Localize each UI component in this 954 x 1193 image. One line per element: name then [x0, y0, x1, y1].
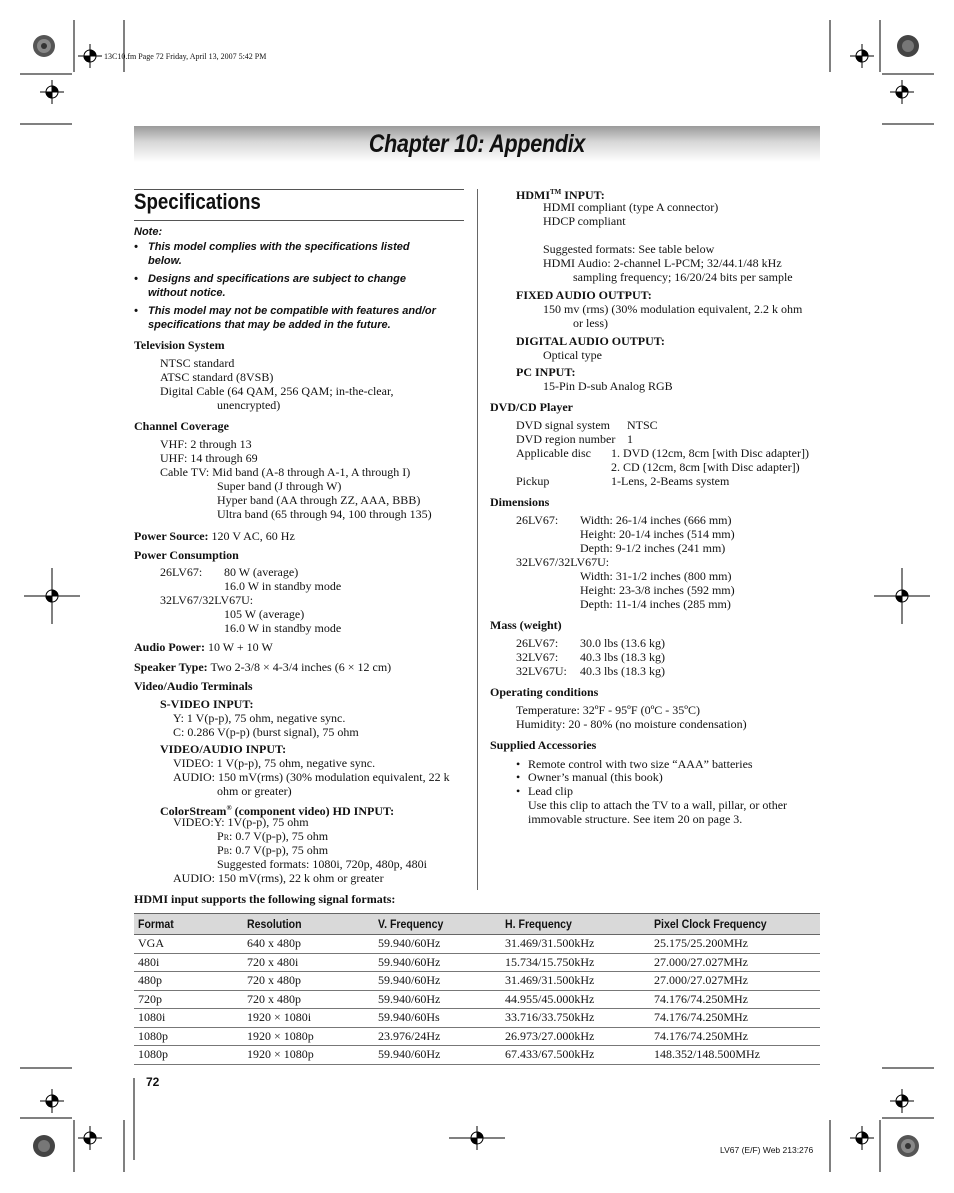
note-item: Designs and specifications are subject to change — [148, 273, 406, 285]
table-cell: 480i — [134, 953, 243, 972]
table-cell: 67.433/67.500kHz — [501, 1046, 650, 1065]
colorstream-label-rest: (component video) HD INPUT: — [231, 804, 395, 818]
spec-line: Temperature: 32ºF - 95ºF (0ºC - 35ºC) — [516, 703, 701, 717]
table-row — [134, 1027, 820, 1046]
header-resolution: Resolution — [247, 917, 302, 931]
accessory-item: Owner’s manual (this book) — [528, 770, 663, 784]
table-cell: 59.940/60Hs — [374, 1009, 501, 1028]
spec-line: HDMI Audio: 2-channel L-PCM; 32/44.1/48 kHz — [543, 256, 782, 270]
heading-mass: Mass (weight) — [490, 618, 562, 632]
spec-line: HDMI compliant (type A connector) — [543, 200, 719, 214]
table-cell: 1080p — [134, 1046, 243, 1065]
table-row — [134, 1009, 820, 1028]
file-header-meta: 13C10.fm Page 72 Friday, April 13, 2007 5:42 PM — [104, 52, 267, 61]
table-cell: 720 x 480p — [243, 972, 374, 991]
spec-value: 2. CD (12cm, 8cm [with Disc adapter]) — [611, 460, 800, 474]
table-header — [501, 914, 650, 935]
table-row — [134, 972, 820, 991]
table-row — [134, 935, 820, 954]
table-cell: 59.940/60Hz — [374, 972, 501, 991]
spec-line: HDCP compliant — [543, 214, 626, 228]
spec-line: 15-Pin D-sub Analog RGB — [543, 379, 673, 393]
table-cell: 33.716/33.750kHz — [501, 1009, 650, 1028]
speaker-type-value: Two 2-3/8 × 4-3/4 inches (6 × 12 cm) — [210, 660, 392, 674]
spec-model: 32LV67: — [516, 650, 559, 664]
hdmi-label: HDMI — [516, 188, 550, 202]
table-cell: 1920 × 1080p — [243, 1027, 374, 1046]
table-row — [134, 1046, 820, 1065]
power-source-line — [134, 529, 295, 543]
pb-symbol: PB — [217, 843, 230, 857]
note-label: Note: — [134, 226, 163, 238]
spec-line: VIDEO: 1 V(p-p), 75 ohm, negative sync. — [173, 756, 376, 770]
heading-supplied-accessories: Supplied Accessories — [490, 738, 597, 752]
heading-tv-system: Television System — [134, 338, 225, 352]
accessory-note: Use this clip to attach the TV to a wall, pillar, or other — [528, 798, 788, 812]
spec-line: 80 W (average) — [224, 565, 299, 579]
table-body — [134, 935, 820, 1065]
table-cell: 31.469/31.500kHz — [501, 972, 650, 991]
table-header-row — [134, 914, 820, 935]
heading-power-consumption: Power Consumption — [134, 548, 239, 562]
chapter-banner — [134, 126, 820, 162]
power-source-value: 120 V AC, 60 Hz — [211, 529, 295, 543]
note-item: This model may not be compatible with features and/or — [148, 305, 436, 317]
subheading-pc-input: PC INPUT: — [516, 365, 576, 379]
audio-power-label: Audio Power: — [134, 640, 205, 654]
spec-line: Digital Cable (64 QAM, 256 QAM; in-the-clear, — [160, 384, 394, 398]
spec-line: Height: 20-1/4 inches (514 mm) — [580, 527, 735, 541]
note-item: below. — [148, 255, 182, 267]
table-cell: 720 x 480p — [243, 990, 374, 1009]
spec-line: or less) — [573, 316, 608, 330]
accessory-bullet: • — [516, 757, 521, 771]
spec-label: DVD signal system — [516, 418, 610, 432]
spec-value: 30.0 lbs (13.6 kg) — [580, 636, 665, 650]
hdmi-table-title: HDMI input supports the following signal formats: — [134, 892, 396, 906]
table-cell: 25.175/25.200MHz — [650, 935, 820, 954]
spec-line: unencrypted) — [217, 398, 281, 412]
spec-line: 105 W (average) — [224, 607, 305, 621]
audio-power-value: 10 W + 10 W — [208, 640, 273, 654]
chapter-title: Chapter 10: Appendix — [368, 130, 586, 158]
spec-model: 26LV67: — [516, 513, 559, 527]
accessory-item: Remote control with two size “AAA” batteries — [528, 757, 753, 771]
page-number: 72 — [146, 1075, 160, 1089]
table-cell: 44.955/45.000kHz — [501, 990, 650, 1009]
spec-line: Hyper band (AA through ZZ, AAA, BBB) — [217, 493, 421, 507]
subheading-video-audio-input: VIDEO/AUDIO INPUT: — [160, 742, 287, 756]
spec-line: Optical type — [543, 348, 602, 362]
power-source-label: Power Source: — [134, 529, 209, 543]
table-cell: 27.000/27.027MHz — [650, 972, 820, 991]
table-cell: 27.000/27.027MHz — [650, 953, 820, 972]
accessory-item: Lead clip — [528, 784, 573, 798]
spec-line: Cable TV: Mid band (A-8 through A-1, A through I) — [160, 465, 411, 479]
footer-code: LV67 (E/F) Web 213:276 — [720, 1145, 814, 1155]
table-cell: 59.940/60Hz — [374, 990, 501, 1009]
table-header — [243, 914, 374, 935]
table-cell: 720 x 480i — [243, 953, 374, 972]
table-row — [134, 990, 820, 1009]
table-cell: 1080i — [134, 1009, 243, 1028]
spec-model: 32LV67U: — [516, 664, 567, 678]
tm-mark: TM — [550, 188, 562, 196]
table-cell: 1080p — [134, 1027, 243, 1046]
table-cell: 720p — [134, 990, 243, 1009]
table-cell: 640 x 480p — [243, 935, 374, 954]
subheading-svideo: S-VIDEO INPUT: — [160, 697, 254, 711]
audio-power-line — [134, 640, 273, 654]
colorstream-label: ColorStream — [160, 804, 227, 818]
spec-line: Depth: 9-1/2 inches (241 mm) — [580, 541, 726, 555]
table-cell: 59.940/60Hz — [374, 935, 501, 954]
heading-operating-conditions: Operating conditions — [490, 685, 599, 699]
heading-channel-coverage: Channel Coverage — [134, 419, 229, 433]
spec-line: VIDEO:Y: 1V(p-p), 75 ohm — [173, 815, 309, 829]
spec-line: sampling frequency; 16/20/24 bits per sample — [573, 270, 793, 284]
spec-model: 26LV67: — [160, 565, 203, 579]
table-cell: 15.734/15.750kHz — [501, 953, 650, 972]
spec-line: ohm or greater) — [217, 784, 292, 798]
spec-line: Depth: 11-1/4 inches (285 mm) — [580, 597, 731, 611]
spec-line: Y: 1 V(p-p), 75 ohm, negative sync. — [173, 711, 346, 725]
accessory-bullet: • — [516, 770, 521, 784]
spec-model: 32LV67/32LV67U: — [160, 593, 254, 607]
spec-line: Height: 23-3/8 inches (592 mm) — [580, 583, 735, 597]
spec-line: 16.0 W in standby mode — [224, 579, 342, 593]
table-cell: VGA — [134, 935, 243, 954]
header-h-frequency: H. Frequency — [505, 917, 572, 931]
table-cell: 74.176/74.250MHz — [650, 1027, 820, 1046]
spec-value: 40.3 lbs (18.3 kg) — [580, 650, 665, 664]
pr-symbol: PR — [217, 829, 230, 843]
table-cell: 26.973/27.000kHz — [501, 1027, 650, 1046]
heading-dimensions: Dimensions — [490, 495, 550, 509]
table-cell: 148.352/148.500MHz — [650, 1046, 820, 1065]
note-bullet: • — [134, 273, 138, 285]
header-format: Format — [138, 917, 174, 931]
spec-value: NTSC — [627, 418, 658, 432]
table-cell: 480p — [134, 972, 243, 991]
note-item: specifications that may be added in the future. — [148, 319, 391, 331]
spec-line: C: 0.286 V(p-p) (burst signal), 75 ohm — [173, 725, 359, 739]
spec-label: Applicable disc — [516, 446, 591, 460]
accessory-bullet: • — [516, 784, 521, 798]
pb-value: : 0.7 V(p-p), 75 ohm — [229, 843, 329, 857]
hdmi-format-table — [134, 913, 820, 1065]
pr-value: : 0.7 V(p-p), 75 ohm — [229, 829, 329, 843]
subheading-digital-audio: DIGITAL AUDIO OUTPUT: — [516, 334, 665, 348]
header-v-frequency: V. Frequency — [378, 917, 444, 931]
spec-line: ATSC standard (8VSB) — [160, 370, 274, 384]
spec-value: 1 — [627, 432, 633, 446]
table-cell: 74.176/74.250MHz — [650, 1009, 820, 1028]
spec-line: Width: 31-1/2 inches (800 mm) — [580, 569, 732, 583]
spec-line: 150 mv (rms) (30% modulation equivalent, 2.2 k ohm — [543, 302, 803, 316]
subheading-fixed-audio: FIXED AUDIO OUTPUT: — [516, 288, 652, 302]
table-cell: 23.976/24Hz — [374, 1027, 501, 1046]
spec-line: UHF: 14 through 69 — [160, 451, 258, 465]
header-pixel-clock: Pixel Clock Frequency — [654, 917, 767, 931]
table-header — [134, 914, 243, 935]
speaker-type-label: Speaker Type: — [134, 660, 208, 674]
table-cell: 31.469/31.500kHz — [501, 935, 650, 954]
hdmi-label-rest: INPUT: — [561, 188, 605, 202]
table-header — [650, 914, 820, 935]
spec-line: Suggested formats: See table below — [543, 242, 715, 256]
registered-mark: ® — [226, 804, 232, 812]
note-item: without notice. — [148, 287, 226, 299]
heading-video-audio-terminals: Video/Audio Terminals — [134, 679, 253, 693]
spec-label: DVD region number — [516, 432, 616, 446]
table-header — [374, 914, 501, 935]
spec-value: 40.3 lbs (18.3 kg) — [580, 664, 665, 678]
spec-line: Humidity: 20 - 80% (no moisture condensation) — [516, 717, 747, 731]
spec-model: 26LV67: — [516, 636, 559, 650]
accessory-note: immovable structure. See item 20 on page 3. — [528, 812, 743, 826]
column-divider — [477, 189, 478, 890]
section-bottom-rule — [134, 220, 464, 221]
heading-dvd-cd: DVD/CD Player — [490, 400, 573, 414]
table-cell: 74.176/74.250MHz — [650, 990, 820, 1009]
table-cell: 59.940/60Hz — [374, 1046, 501, 1065]
spec-line: Ultra band (65 through 94, 100 through 135) — [217, 507, 432, 521]
spec-value: 1-Lens, 2-Beams system — [611, 474, 730, 488]
spec-value: 1. DVD (12cm, 8cm [with Disc adapter]) — [611, 446, 809, 460]
spec-label: Pickup — [516, 474, 550, 488]
table-row — [134, 953, 820, 972]
table-cell: 1920 × 1080p — [243, 1046, 374, 1065]
spec-line: VHF: 2 through 13 — [160, 437, 252, 451]
speaker-type-line — [134, 660, 391, 674]
spec-line: 16.0 W in standby mode — [224, 621, 342, 635]
note-bullet: • — [134, 241, 138, 253]
spec-line: AUDIO: 150 mV(rms), 22 k ohm or greater — [173, 871, 384, 885]
spec-line: Suggested formats: 1080i, 720p, 480p, 480i — [217, 857, 427, 871]
spec-line: AUDIO: 150 mV(rms) (30% modulation equivalent, 22 k — [173, 770, 450, 784]
note-bullet: • — [134, 305, 138, 317]
spec-line: Super band (J through W) — [217, 479, 342, 493]
spec-line: NTSC standard — [160, 356, 235, 370]
spec-line: Width: 26-1/4 inches (666 mm) — [580, 513, 732, 527]
note-item: This model complies with the specifications listed — [148, 241, 410, 253]
table-cell: 1920 × 1080i — [243, 1009, 374, 1028]
section-title: Specifications — [134, 189, 261, 214]
spec-model: 32LV67/32LV67U: — [516, 555, 610, 569]
table-cell: 59.940/60Hz — [374, 953, 501, 972]
